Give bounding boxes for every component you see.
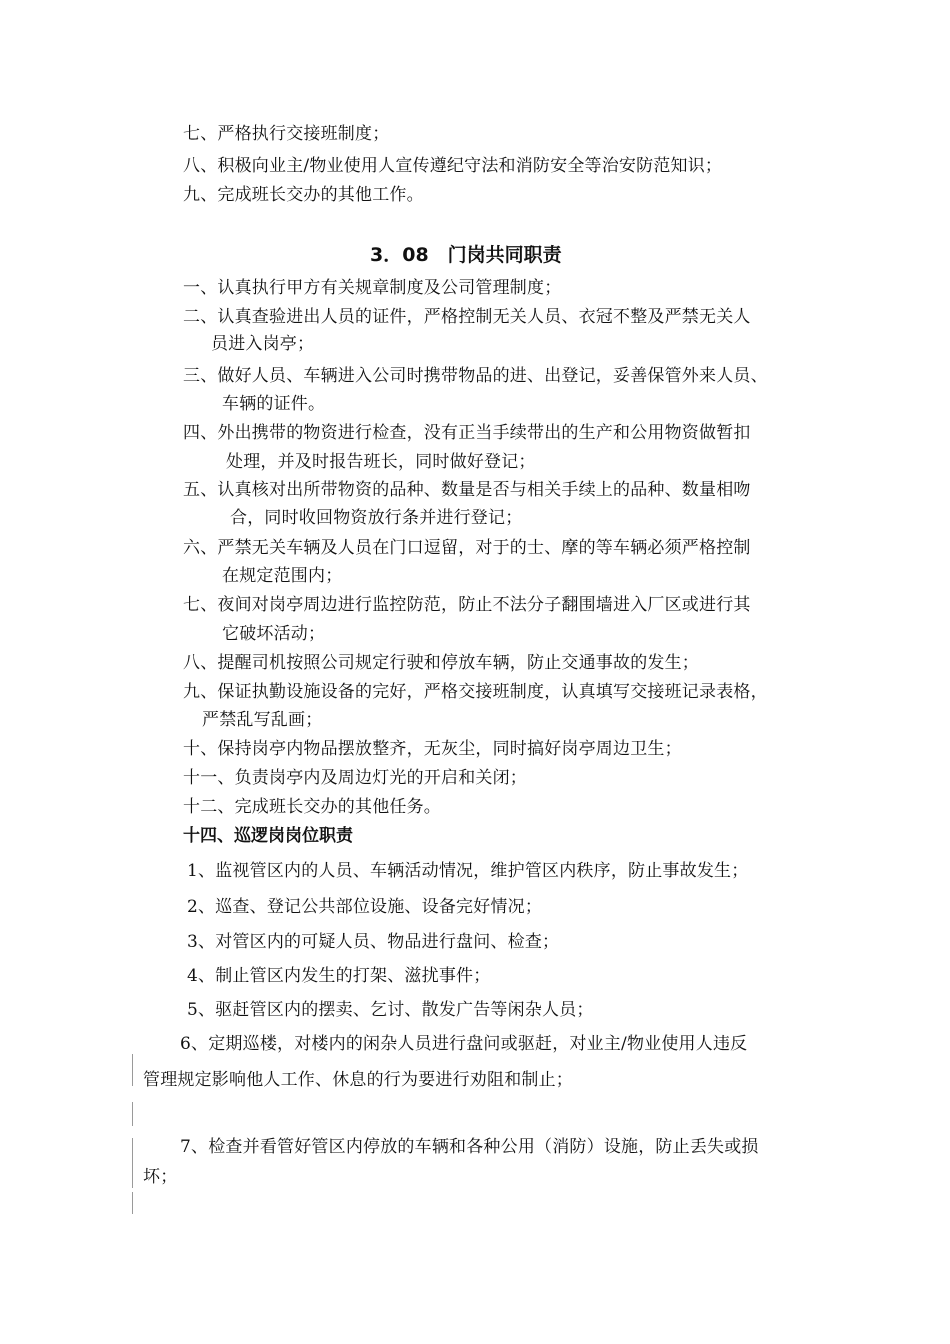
list-item: 十一、负责岗亭内及周边灯光的开启和关闭； bbox=[183, 768, 527, 788]
margin-revision-mark bbox=[132, 1102, 133, 1126]
list-item: 一、认真执行甲方有关规章制度及公司管理制度； bbox=[183, 278, 562, 298]
list-item: 七、夜间对岗亭周边进行监控防范，防止不法分子翻围墙进入厂区或进行其 bbox=[183, 595, 751, 615]
list-item: 六、严禁无关车辆及人员在门口逗留，对于的士、摩的等车辆必须严格控制 bbox=[183, 538, 751, 558]
margin-revision-mark bbox=[132, 1054, 133, 1086]
list-item: 3、对管区内的可疑人员、物品进行盘问、检查； bbox=[187, 932, 560, 952]
subsection-heading: 十四、巡逻岗岗位职责 bbox=[183, 826, 353, 846]
list-item: 七、严格执行交接班制度； bbox=[183, 124, 390, 144]
list-item-continuation: 在规定范围内； bbox=[222, 566, 343, 586]
list-item-continuation: 坏； bbox=[143, 1167, 178, 1187]
list-item: 4、制止管区内发生的打架、滋扰事件； bbox=[187, 966, 491, 986]
margin-revision-mark bbox=[132, 1192, 133, 1214]
list-item: 5、驱赶管区内的摆卖、乞讨、散发广告等闲杂人员； bbox=[187, 1000, 594, 1020]
list-item: 三、做好人员、车辆进入公司时携带物品的进、出登记，妥善保管外来人员、 bbox=[183, 366, 768, 386]
list-item-continuation: 处理，并及时报告班长，同时做好登记； bbox=[226, 452, 536, 472]
list-item: 九、保证执勤设施设备的完好，严格交接班制度，认真填写交接班记录表格， bbox=[183, 682, 768, 702]
list-item-continuation: 它破坏活动； bbox=[222, 624, 326, 644]
list-item: 十、保持岗亭内物品摆放整齐，无灰尘，同时搞好岗亭周边卫生； bbox=[183, 739, 682, 759]
list-item: 八、提醒司机按照公司规定行驶和停放车辆，防止交通事故的发生； bbox=[183, 653, 699, 673]
list-item: 6、定期巡楼，对楼内的闲杂人员进行盘问或驱赶，对业主/物业使用人违反 bbox=[180, 1034, 748, 1054]
list-item-continuation: 员进入岗亭； bbox=[211, 334, 315, 354]
list-item: 四、外出携带的物资进行检查，没有正当手续带出的生产和公用物资做暂扣 bbox=[183, 423, 751, 443]
list-item: 五、认真核对出所带物资的品种、数量是否与相关手续上的品种、数量相吻 bbox=[183, 480, 751, 500]
list-item-continuation: 车辆的证件。 bbox=[222, 394, 326, 414]
list-item: 7、检查并看管好管区内停放的车辆和各种公用（消防）设施，防止丢失或损 bbox=[180, 1137, 759, 1157]
list-item: 1、监视管区内的人员、车辆活动情况，维护管区内秩序，防止事故发生； bbox=[187, 861, 749, 881]
list-item-continuation: 管理规定影响他人工作、休息的行为要进行劝阻和制止； bbox=[143, 1070, 573, 1090]
list-item: 八、积极向业主/物业使用人宣传遵纪守法和消防安全等治安防范知识； bbox=[183, 156, 723, 176]
list-item: 二、认真查验进出人员的证件，严格控制无关人员、衣冠不整及严禁无关人 bbox=[183, 307, 751, 327]
section-title: 3．08 门岗共同职责 bbox=[370, 244, 562, 266]
list-item: 九、完成班长交办的其他工作。 bbox=[183, 185, 424, 205]
list-item: 十二、完成班长交办的其他任务。 bbox=[183, 797, 441, 817]
margin-revision-mark bbox=[132, 1138, 133, 1188]
list-item-continuation: 合，同时收回物资放行条并进行登记； bbox=[230, 508, 523, 528]
list-item-continuation: 严禁乱写乱画； bbox=[202, 710, 323, 730]
list-item: 2、巡查、登记公共部位设施、设备完好情况； bbox=[187, 897, 543, 917]
